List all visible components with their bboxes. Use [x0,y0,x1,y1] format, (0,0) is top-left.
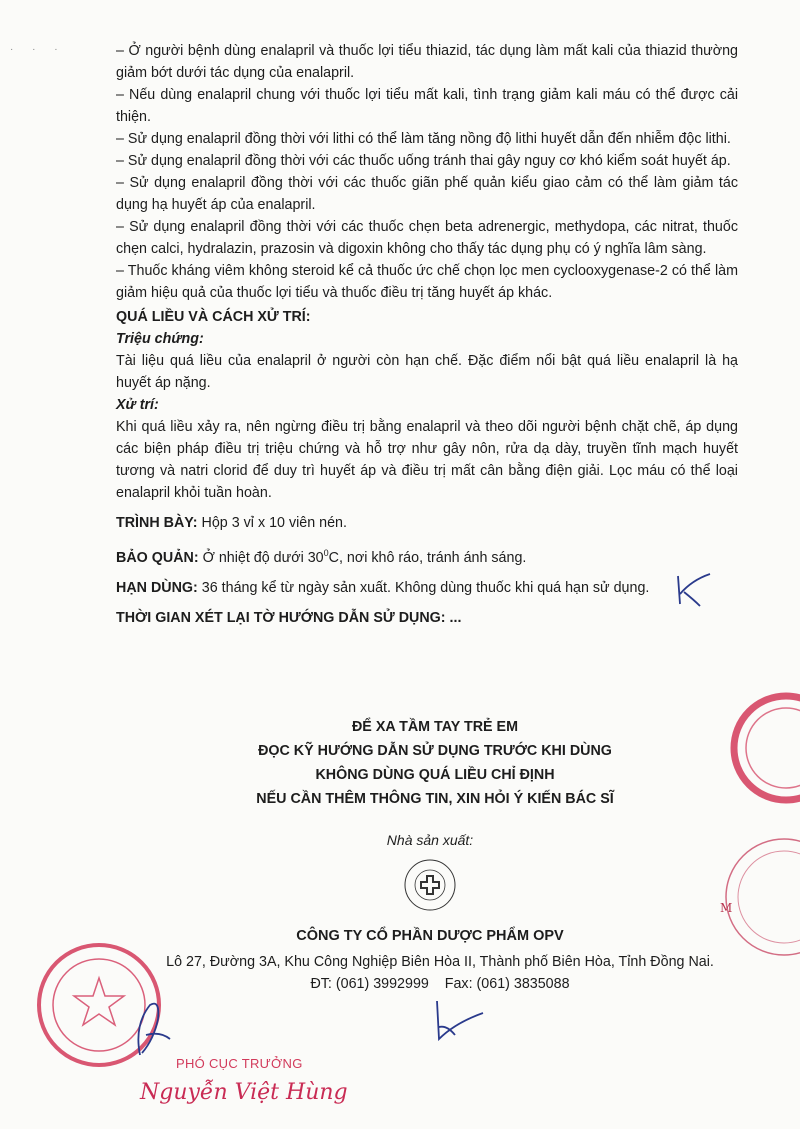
overdose-heading: QUÁ LIỀU VÀ CÁCH XỬ TRÍ: [116,309,311,325]
presentation-line [116,512,738,534]
stamp-mid-right-icon [706,832,800,962]
storage-value-before: Ở nhiệt độ dưới 30 [202,549,324,566]
treatment-label: Xử trí: [116,397,159,413]
warning-line: NẾU CẦN THÊM THÔNG TIN, XIN HỎI Ý KIẾN BÁC SĨ [256,791,614,807]
stamp-top-right-icon [716,688,800,808]
director-signature-icon [425,995,495,1045]
scan-specks: · · · [10,44,66,55]
expiry-line [116,577,738,599]
warning-line: KHÔNG DÙNG QUÁ LIỀU CHỈ ĐỊNH [315,767,555,783]
interaction-item: – Sử dụng enalapril đồng thời với các thuốc chẹn beta adrenergic, methydopa, các nitrat, thuốc chẹn calci, hydralazin, prazosin và digoxin không cho thấy tác dụng phụ có ý nghĩa lâm sàng. [116,219,738,257]
interaction-item: – Sử dụng enalapril đồng thời với lithi có thể làm tăng nồng độ lithi huyết dẫn đến nhiễm độc lithi. [116,131,731,147]
interaction-item: – Ở người bệnh dùng enalapril và thuốc lợi tiểu thiazid, tác dụng làm mất kali của thiazid thường giảm bớt dưới tác dụng của enalapril. [116,43,738,81]
review-line: THỜI GIAN XÉT LẠI TỜ HƯỚNG DẪN SỬ DỤNG: ... [116,609,462,626]
initials-signature-icon [670,570,720,610]
signer-name: Nguyễn Việt Hùng [140,1080,348,1105]
interaction-item: – Thuốc kháng viêm không steroid kể cả thuốc ức chế chọn lọc men cyclooxygenase-2 có thể làm giảm hiệu quả của thuốc lợi tiểu và thuốc điều trị tăng huyết áp khác. [116,263,738,301]
degree-superscript: 0 [323,548,329,558]
interaction-item: – Sử dụng enalapril đồng thời với các thuốc giãn phế quản kiểu giao cảm có thể làm giảm tác dụng hạ huyết áp của enalapril. [116,175,738,213]
interaction-item: – Sử dụng enalapril đồng thời với các thuốc uống tránh thai gây nguy cơ khó kiểm soát huyết áp. [116,153,731,169]
company-address: Lô 27, Đường 3A, Khu Công Nghiệp Biên Hòa II, Thành phố Biên Hòa, Tỉnh Đồng Nai. [166,954,714,970]
presentation-label: TRÌNH BÀY: [116,515,198,531]
storage-label: BẢO QUẢN: [116,549,199,566]
expiry-label: HẠN DÙNG: [116,579,198,596]
warning-line: ĐỌC KỸ HƯỚNG DẪN SỬ DỤNG TRƯỚC KHI DÙNG [258,743,612,759]
company-address-block [150,951,730,995]
expiry-value: 36 tháng kể từ ngày sản xuất. Không dùng thuốc khi quá hạn sử dụng. [201,579,650,596]
document-body [116,40,738,629]
interaction-item: – Nếu dùng enalapril chung với thuốc lợi tiểu mất kali, tình trạng giảm kali máu có thể được cải thiện. [116,87,738,125]
presentation-value: Hộp 3 vỉ x 10 viên nén. [201,515,347,531]
company-logo-icon [403,858,457,912]
storage-line [116,542,738,569]
signer-title: PHÓ CỤC TRƯỞNG [176,1056,303,1071]
warnings-block [0,715,800,811]
storage-value-after: C, nơi khô ráo, tránh ánh sáng. [328,549,527,566]
manufacturer-label: Nhà sản xuất: [386,832,474,848]
symptoms-text: Tài liệu quá liều của enalapril ở người còn hạn chế. Đặc điểm nổi bật quá liều enalapril là hạ huyết áp nặng. [116,353,738,391]
svg-text:M: M [720,901,733,915]
company-phone-fax: ĐT: (061) 3992999 Fax: (061) 3835088 [310,976,570,992]
warning-line: ĐỂ XA TẦM TAY TRẺ EM [351,719,519,735]
seal-signature-icon [120,995,180,1065]
company-name: CÔNG TY CỔ PHẦN DƯỢC PHẨM OPV [296,928,564,944]
treatment-text: Khi quá liều xảy ra, nên ngừng điều trị bằng enalapril và theo dõi người bệnh chặt chẽ, áp dụng các biện pháp điều trị triệu chứng và hỗ trợ như gây nôn, rửa dạ dày, truyền tĩnh mạch huyết tương và natri clorid để duy trì huyết áp và điều trị mất cân bằng điện giải. Lọc máu có thể loại enalapril khỏi tuần hoàn. [116,419,738,501]
symptoms-label: Triệu chứng: [116,331,204,347]
